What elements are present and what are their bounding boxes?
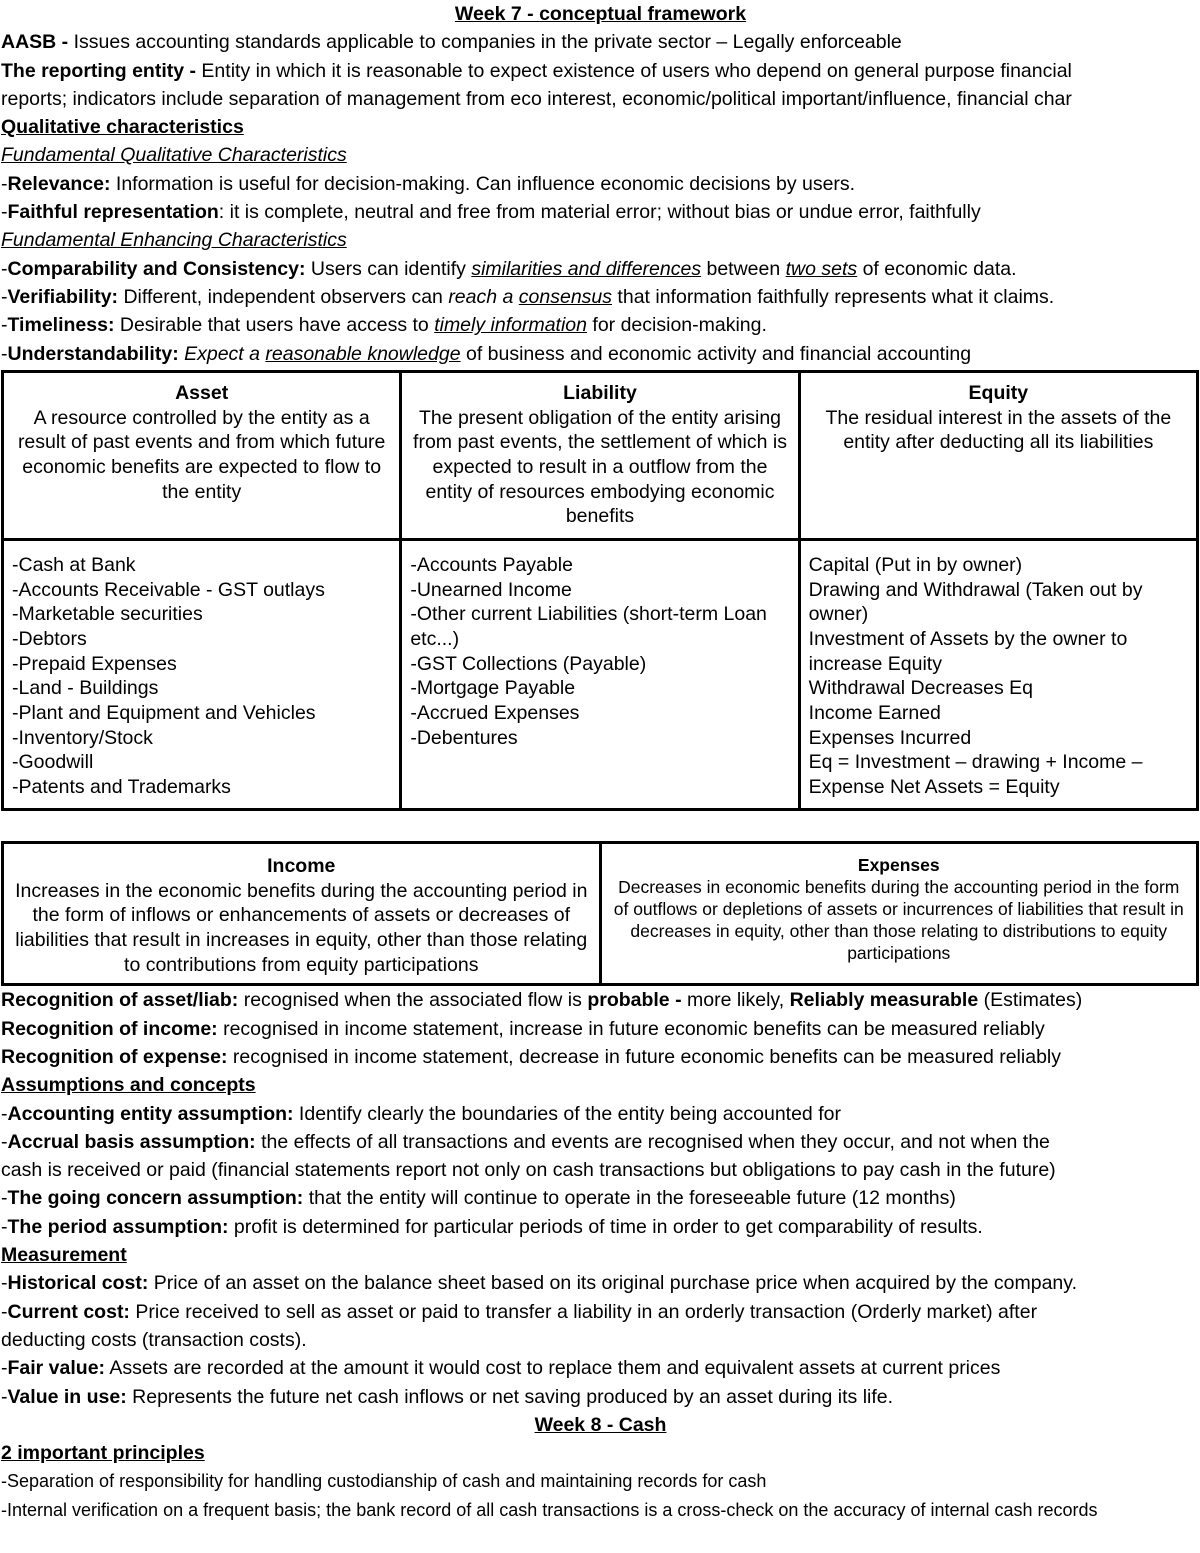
assumptions-heading-line [1, 1071, 1200, 1099]
reporting-entity-text-2: reports; indicators include separation of management from eco interest, economic/political important/influence, financial char [1, 87, 1072, 110]
understandability-line: -Understandability: Expect a reasonable knowledge of business and economic activity and financial accounting [1, 342, 972, 365]
timeliness-post: for decision-making. [587, 314, 767, 337]
list-item: Drawing and Withdrawal (Taken out by owner) [808, 578, 1143, 626]
assumptions-heading: Assumptions and concepts [1, 1074, 256, 1097]
list-item: -Marketable securities [12, 603, 203, 626]
accrual-assumption-line-2 [1, 1156, 1200, 1184]
principle-1: -Separation of responsibility for handling custodianship of cash and maintaining records for cash [1, 1471, 767, 1492]
principle-2: -Internal verification on a frequent basis; the bank record of all cash transactions is a cross-check on the accuracy of internal cash records [1, 1499, 1098, 1520]
relevance-line: -Relevance: Information is useful for decision-making. Can influence economic decisions by users. [1, 172, 856, 195]
list-item: -Accrued Expenses [410, 702, 580, 725]
timeliness-label: Timeliness: [7, 314, 115, 337]
comparability-label: Comparability and Consistency: [7, 257, 306, 280]
faithful-text: : it is complete, neutral and free from material error; without bias or undue error, faithfully [218, 201, 981, 224]
verifiability-pre: Different, independent observers can [118, 285, 449, 308]
understandability-em-2: reasonable knowledge [265, 342, 461, 365]
list-item: -Plant and Equipment and Vehicles [12, 702, 316, 725]
going-concern-line: -The going concern assumption: that the entity will continue to operate in the foreseeable future (12 months) [1, 1187, 956, 1210]
verifiability-post: that information faithfully represents what it claims. [612, 285, 1055, 308]
asset-definition-cell [3, 371, 401, 539]
comparability-pre: Users can identify [305, 257, 472, 280]
list-item: -Unearned Income [410, 578, 572, 601]
list-item: Withdrawal Decreases Eq [808, 677, 1033, 700]
elements-table [1, 370, 1199, 811]
accrual-assumption-text-1: the effects of all transactions and events are recognised when they occur, and not when the [255, 1130, 1050, 1153]
list-item: Income Earned [808, 702, 941, 725]
recognition-income-label: Recognition of income: [1, 1017, 218, 1040]
fair-value-line: -Fair value: Assets are recorded at the amount it would cost to replace them and equivalent assets at current prices [1, 1357, 1001, 1380]
fqc-subheading-line [1, 141, 1200, 169]
timeliness-em: timely information [434, 314, 587, 337]
week7-title: Week 7 - conceptual framework [454, 3, 747, 25]
income-title: Income [267, 854, 336, 877]
current-cost-text-2: deducting costs (transaction costs). [1, 1328, 307, 1351]
accrual-assumption-line-1: -Accrual basis assumption: the effects of all transactions and events are recognised when they occur, and not when the [1, 1130, 1050, 1153]
qc-heading: Qualitative characteristics [1, 116, 244, 139]
week8-title: Week 8 - Cash [534, 1413, 667, 1436]
historical-cost-text: Price of an asset on the balance sheet based on its original purchase price when acquired by the company. [148, 1272, 1077, 1295]
qc-heading-line [1, 113, 1200, 141]
reporting-entity-line-1 [1, 57, 1200, 85]
historical-cost-label: Historical cost: [7, 1272, 149, 1295]
timeliness-line: -Timeliness: Desirable that users have access to timely information for decision-making. [1, 314, 767, 337]
list-item: Expenses Incurred [808, 726, 972, 749]
recognition-income-text: recognised in income statement, increase in future economic benefits can be measured reliably [217, 1017, 1045, 1040]
aasb-label: AASB - [1, 31, 74, 54]
faithful-line: -Faithful representation: it is complete, neutral and free from material error; without bias or undue error, faithfully [1, 201, 981, 224]
entity-assumption-text: Identify clearly the boundaries of the entity being accounted for [293, 1102, 841, 1125]
asset-definition: A resource controlled by the entity as a result of past events and from which future economic benefits are expected to flow to the entity [17, 406, 386, 503]
list-item: Capital (Put in by owner) [808, 553, 1023, 576]
measurement-heading: Measurement [1, 1244, 127, 1267]
understandability-label: Understandability: [7, 342, 179, 365]
equity-title: Equity [968, 381, 1029, 404]
asset-list-cell [3, 539, 401, 809]
liability-title: Liability [563, 381, 637, 404]
recognition-asset-reliably: Reliably measurable [789, 989, 979, 1012]
expenses-definition: Decreases in economic benefits during the accounting period in the form of outflows or depletions of assets or incurrences of liabilities that result in decreases in equity, other than those relating to distributions to equity participations [613, 876, 1184, 963]
value-in-use-text: Represents the future net cash inflows or net saving produced by an asset during its life. [126, 1385, 894, 1408]
current-cost-line-1: -Current cost: Price received to sell as asset or paid to transfer a liability in an orderly transaction (Orderly market) after [1, 1300, 1038, 1323]
recognition-asset-line [1, 986, 1200, 1014]
comparability-mid: between [701, 257, 786, 280]
historical-cost-line: -Historical cost: Price of an asset on the balance sheet based on its original purchase price when acquired by the company. [1, 1272, 1077, 1295]
understandability-em-1: Expect a [178, 342, 266, 365]
fec-subheading-line [1, 226, 1200, 254]
recognition-income-line [1, 1015, 1200, 1043]
comparability-em-1: similarities and differences [471, 257, 702, 280]
verifiability-em-1: reach a [448, 285, 519, 308]
income-cell [3, 842, 601, 985]
fair-value-label: Fair value: [7, 1357, 106, 1380]
income-expense-table [1, 841, 1199, 987]
recognition-asset-probable: probable - [587, 989, 682, 1012]
comparability-post: of economic data. [857, 257, 1017, 280]
comparability-line: -Comparability and Consistency: Users can identify similarities and differences between two sets of economic data. [1, 257, 1017, 280]
faithful-label: Faithful representation [7, 201, 219, 224]
list-item: -Debtors [12, 627, 87, 650]
principles-heading-line [1, 1439, 1200, 1467]
liability-list-cell [401, 539, 799, 809]
list-item: -Debentures [410, 726, 518, 749]
recognition-expense-text: recognised in income statement, decrease in future economic benefits can be measured reliably [227, 1046, 1061, 1068]
reporting-entity-text-1: Entity in which it is reasonable to expect existence of users who depend on general purpose financial [201, 59, 1072, 82]
timeliness-pre: Desirable that users have access to [114, 314, 435, 337]
fqc-subheading: Fundamental Qualitative Characteristics [1, 144, 347, 167]
week7-title-line [1, 0, 1200, 28]
value-in-use-line: -Value in use: Represents the future net cash inflows or net saving produced by an asset during its life. [1, 1385, 894, 1408]
current-cost-line-2 [1, 1326, 1200, 1354]
principle-2-line [1, 1496, 1200, 1524]
list-item: -Goodwill [12, 751, 94, 774]
principle-1-line [1, 1467, 1200, 1495]
recognition-expense-label: Recognition of expense: [1, 1046, 228, 1068]
income-expense-row [3, 842, 1198, 985]
aasb-line [1, 28, 1200, 56]
income-definition: Increases in the economic benefits during the accounting period in the form of inflows or enhancements of assets or decreases of liabilities that result in increases in equity, other than those relating to contributions from equity participations [15, 879, 588, 976]
week8-title-line [1, 1411, 1200, 1439]
liability-definition: The present obligation of the entity arising from past events, the settlement of which is expected to result in a outflow from the entity of resources embodying economic benefits [413, 406, 787, 528]
elements-definition-row [3, 371, 1198, 539]
equity-list-cell [799, 539, 1197, 809]
value-in-use-label: Value in use: [7, 1385, 127, 1408]
elements-list-row [3, 539, 1198, 809]
going-concern-text: that the entity will continue to operate in the foreseeable future (12 months) [303, 1187, 956, 1210]
reporting-entity-line-2 [1, 85, 1200, 113]
aasb-text: Issues accounting standards applicable to companies in the private sector – Legally enforceable [73, 31, 902, 54]
understandability-post: of business and economic activity and financial accounting [460, 342, 972, 365]
list-item: -Prepaid Expenses [12, 652, 177, 675]
period-assumption-line: -The period assumption: profit is determined for particular periods of time in order to get comparability of results. [1, 1215, 983, 1238]
entity-assumption-line: -Accounting entity assumption: Identify clearly the boundaries of the entity being accounted for [1, 1102, 841, 1125]
principles-heading: 2 important principles [1, 1442, 205, 1465]
list-item: -Inventory/Stock [12, 726, 153, 749]
recognition-asset-mid: more likely, [681, 989, 790, 1012]
fair-value-text: Assets are recorded at the amount it would cost to replace them and equivalent assets at current prices [105, 1357, 1001, 1380]
list-item: -Cash at Bank [12, 553, 136, 576]
fec-subheading: Fundamental Enhancing Characteristics [1, 229, 347, 252]
measurement-heading-line [1, 1241, 1200, 1269]
verifiability-label: Verifiability: [7, 285, 119, 308]
expenses-title: Expenses [857, 854, 940, 875]
list-item: -Accounts Receivable - GST outlays [12, 578, 325, 601]
list-item: Eq = Investment – drawing + Income – Expense Net Assets = Equity [808, 751, 1143, 799]
relevance-text: Information is useful for decision-making. Can influence economic decisions by users. [110, 172, 856, 195]
current-cost-label: Current cost: [7, 1300, 130, 1323]
comparability-em-2: two sets [785, 257, 858, 280]
entity-assumption-label: Accounting entity assumption: [7, 1102, 294, 1125]
recognition-asset-label: Recognition of asset/liab: [1, 989, 239, 1012]
reporting-entity-label: The reporting entity - [1, 59, 202, 82]
list-item: -Accounts Payable [410, 553, 573, 576]
period-assumption-label: The period assumption: [7, 1215, 229, 1238]
expenses-cell [600, 842, 1198, 985]
recognition-asset-pre: recognised when the associated flow is [238, 989, 588, 1012]
list-item: -Mortgage Payable [410, 677, 576, 700]
recognition-asset-post: (Estimates) [978, 989, 1083, 1012]
relevance-label: Relevance: [7, 172, 111, 195]
period-assumption-text: profit is determined for particular periods of time in order to get comparability of results. [228, 1215, 983, 1238]
list-item: -Other current Liabilities (short-term Loan etc...) [410, 603, 767, 650]
list-item: Investment of Assets by the owner to increase Equity [808, 627, 1128, 675]
accrual-assumption-text-2: cash is received or paid (financial statements report not only on cash transactions but obligations to pay cash in the future) [1, 1159, 1056, 1182]
accrual-assumption-label: Accrual basis assumption: [7, 1130, 256, 1153]
equity-definition: The residual interest in the assets of the entity after deducting all its liabilities [825, 406, 1172, 454]
current-cost-text-1: Price received to sell as asset or paid to transfer a liability in an orderly transaction (Orderly market) after [129, 1300, 1038, 1323]
list-item: -Patents and Trademarks [12, 776, 231, 799]
verifiability-line: -Verifiability: Different, independent observers can reach a consensus that information faithfully represents what it claims. [1, 285, 1055, 308]
list-item: -Land - Buildings [12, 677, 159, 700]
equity-definition-cell [799, 371, 1197, 539]
asset-title: Asset [175, 381, 229, 404]
list-item: -GST Collections (Payable) [410, 652, 647, 675]
liability-definition-cell [401, 371, 799, 539]
verifiability-em-2: consensus [518, 285, 613, 308]
going-concern-label: The going concern assumption: [7, 1187, 304, 1210]
recognition-expense-line [1, 1043, 1200, 1071]
